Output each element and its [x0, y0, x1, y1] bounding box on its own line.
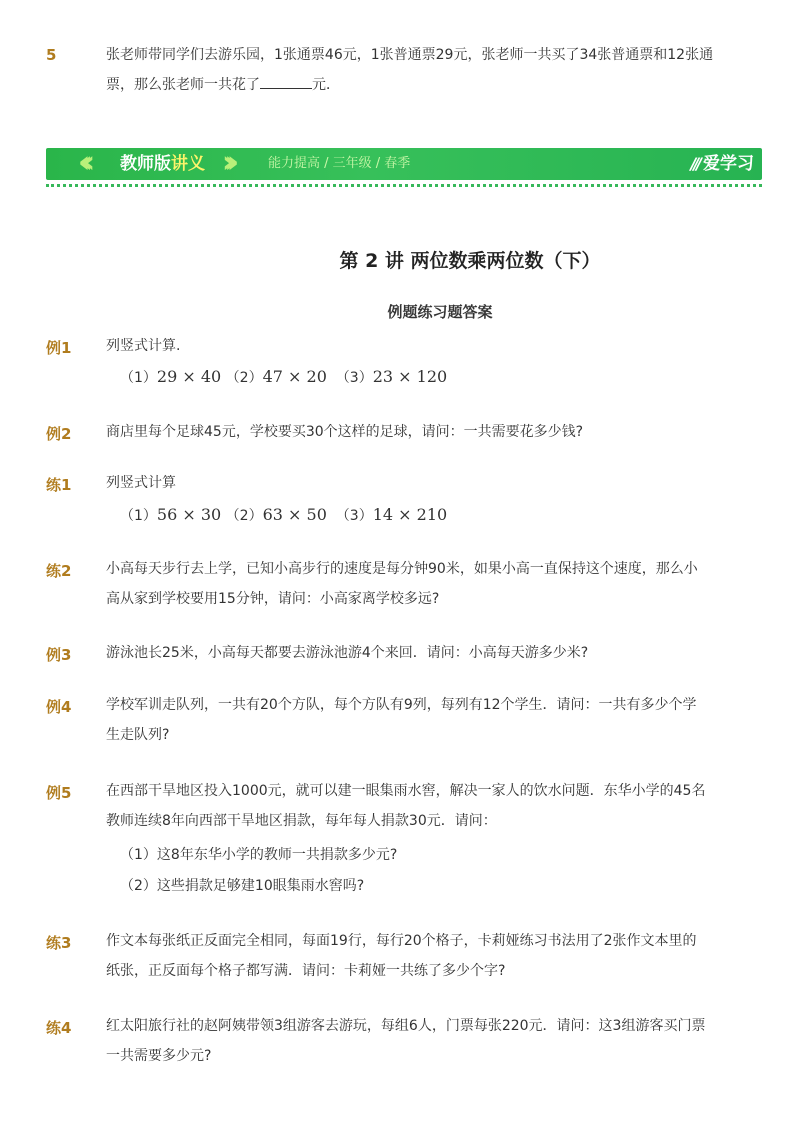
math-expression: 14 × 210 [372, 505, 448, 524]
item-line: 作文本每张纸正反面完全相同，每面19行，每行20个格子，卡莉娅练习书法用了2张作文本里的 [106, 933, 697, 949]
item-label: 例3 [46, 646, 72, 664]
item-text [106, 1011, 730, 1071]
sub-question: （1）这8年东华小学的教师一共捐款多少元? [120, 847, 398, 863]
item-text: 列竖式计算 [106, 475, 176, 491]
part-tag: （2） [225, 370, 263, 386]
part-tag: （1） [120, 508, 157, 524]
question-5-text [106, 40, 730, 100]
banner-meta: 能力提高 / 三年级 / 春季 [268, 156, 411, 171]
banner-title-highlight: 讲义 [171, 154, 205, 174]
item-line: 一共需要多少元? [106, 1048, 212, 1064]
item-line: 小高每天步行去上学，已知小高步行的速度是每分钟90米，如果小高一直保持这个速度，那么小 [106, 561, 698, 577]
item-label: 例2 [46, 425, 72, 443]
sub-question: （2）这些捐款足够建10眼集雨水窖吗? [120, 878, 365, 894]
section-subtitle: 例题练习题答案 [387, 303, 493, 321]
item-text [106, 776, 730, 836]
banner-title [120, 148, 205, 180]
question-5-line2 [106, 70, 730, 100]
item-line: 教师连续8年向西部干旱地区捐款，每年每人捐款30元．请问： [106, 813, 497, 829]
chevron-left-icon: ‹‹‹ [78, 145, 86, 180]
math-expression: 47 × 20 [262, 367, 327, 386]
item-line: 高从家到学校要用15分钟，请问：小高家离学校多远? [106, 591, 440, 607]
item-line: 学校军训走队列，一共有20个方队，每个方队有9列，每列有12个学生．请问：一共有多少个学 [106, 697, 697, 713]
item-text [106, 926, 730, 986]
header-banner [46, 145, 762, 180]
item-text: 列竖式计算. [106, 338, 181, 354]
answer-blank [260, 74, 312, 89]
item-label: 练3 [46, 934, 72, 952]
item-label: 例5 [46, 784, 72, 802]
item-text [106, 554, 730, 614]
part-tag: （3） [335, 370, 373, 386]
math-expression: 23 × 120 [372, 367, 448, 386]
math-expression: 56 × 30 [156, 505, 222, 524]
item-label: 例4 [46, 698, 72, 716]
item-label: 例1 [46, 339, 72, 357]
lesson-title: 第 2 讲 两位数乘两位数（下） [339, 250, 601, 272]
part-tag: （3） [335, 508, 373, 524]
item-text: 游泳池长25米，小高每天都要去游泳池游4个来回．请问：小高每天游多少米? [106, 645, 589, 661]
calc-parts [120, 503, 447, 528]
item-line: 纸张，正反面每个格子都写满．请问：卡莉娅一共练了多少个字? [106, 963, 506, 979]
dotted-divider [46, 184, 762, 187]
item-line: 红太阳旅行社的赵阿姨带领3组游客去游玩，每组6人，门票每张220元．请问：这3组游客买门票 [106, 1018, 706, 1034]
item-text [106, 690, 730, 750]
calc-parts [120, 365, 447, 390]
question-5-line2a: 票，那么张老师一共花了 [106, 77, 260, 93]
question-number: 5 [46, 46, 57, 64]
item-label: 练2 [46, 562, 72, 580]
item-line: 在西部干旱地区投入1000元，就可以建一眼集雨水窖，解决一家人的饮水问题．东华小学的45名 [106, 783, 706, 799]
banner-title-main: 教师版 [120, 154, 171, 174]
math-expression: 29 × 40 [156, 367, 222, 386]
logo-mark-icon: /// [690, 154, 699, 173]
item-line: 生走队列? [106, 727, 170, 743]
question-5-line2b: 元． [312, 77, 340, 93]
logo-text: 爱学习 [703, 154, 754, 174]
item-text: 商店里每个足球45元，学校要买30个这样的足球，请问：一共需要花多少钱? [106, 424, 584, 440]
item-label: 练4 [46, 1019, 72, 1037]
math-expression: 63 × 50 [262, 505, 327, 524]
part-tag: （1） [120, 370, 157, 386]
chevron-right-icon: ››› [222, 145, 230, 180]
item-label: 练1 [46, 476, 72, 494]
brand-logo [690, 148, 754, 180]
question-5-line1: 张老师带同学们去游乐园，1张通票46元，1张普通票29元，张老师一共买了34张普通票和12张通 [106, 47, 714, 63]
part-tag: （2） [225, 508, 263, 524]
